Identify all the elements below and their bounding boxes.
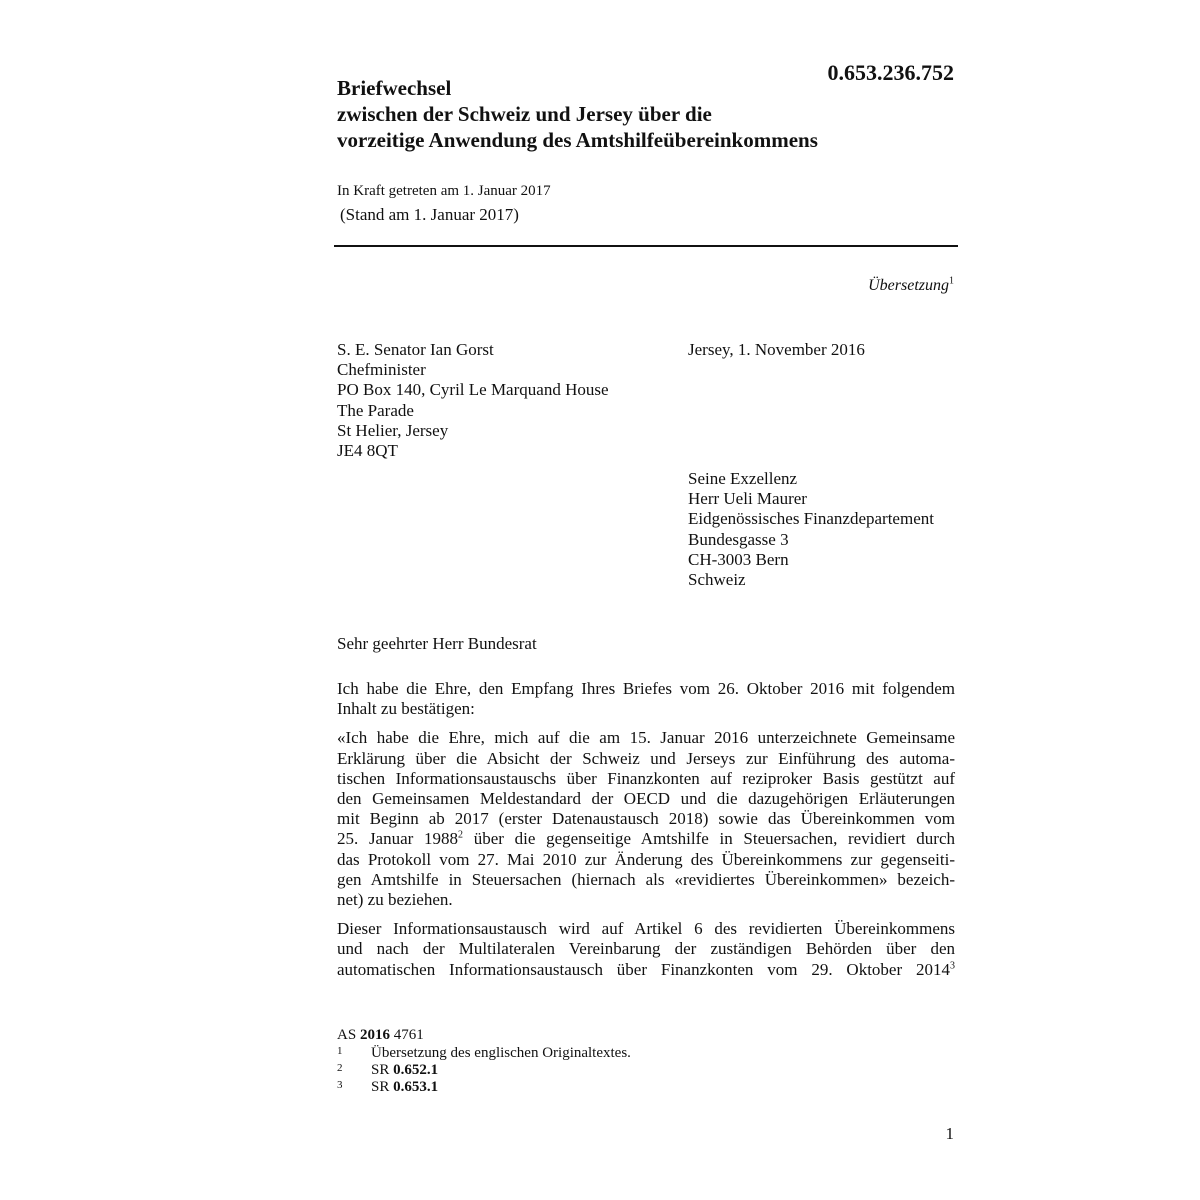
footnote-number: 2 <box>337 1062 343 1074</box>
paragraph-line <box>337 829 955 849</box>
footnote-sr-link[interactable]: 0.652.1 <box>393 1062 439 1078</box>
recipient-line: Eidgenössisches Finanzdepartement <box>688 509 934 529</box>
sender-line: S. E. Senator Ian Gorst <box>337 340 494 359</box>
sender-line: Chefminister <box>337 360 426 380</box>
paragraph-line: den Gemeinsamen Meldestandard der OECD und die dazugehörigen Erläuterungen <box>337 789 955 809</box>
recipient-line: CH-3003 Bern <box>688 549 789 569</box>
footnote-text <box>371 1062 438 1078</box>
as-page: 4761 <box>389 1027 424 1043</box>
translation-note <box>868 276 954 296</box>
letter-body <box>337 679 955 989</box>
footnote-prefix: Übersetzung des englischen Originaltextes. <box>371 1045 631 1061</box>
place-and-date: Jersey, 1. November 2016 <box>688 340 865 359</box>
footnote-ref-2[interactable]: 2 <box>458 829 464 841</box>
footnote-prefix: SR <box>371 1062 394 1078</box>
footnote-number: 1 <box>337 1045 343 1057</box>
paragraph-line: net) zu beziehen. <box>337 890 453 910</box>
stand-date: (Stand am 1. Januar 2017) <box>340 205 519 224</box>
sender-line: St Helier, Jersey <box>337 420 449 440</box>
paragraph-line: Inhalt zu bestätigen: <box>337 699 475 719</box>
footnote-ref-1[interactable]: 1 <box>949 275 954 287</box>
paragraph-line: das Protokoll vom 27. Mai 2010 zur Änderung des Übereinkommens zur gegenseiti- <box>337 849 955 869</box>
footnote-sr-link[interactable]: 0.653.1 <box>393 1079 439 1095</box>
recipient-line: Seine Exzellenz <box>688 469 798 488</box>
footnote-text <box>371 1079 438 1095</box>
paragraph-line: Dieser Informationsaustausch wird auf Artikel 6 des revidierten Übereinkommens <box>337 919 955 939</box>
recipient-address <box>688 469 934 590</box>
footnote-text <box>371 1045 631 1061</box>
footnote-3 <box>337 1079 631 1096</box>
footnote-1 <box>337 1045 631 1062</box>
sender-line: PO Box 140, Cyril Le Marquand House <box>337 380 609 400</box>
salutation: Sehr geehrter Herr Bundesrat <box>337 634 537 653</box>
paragraph-2 <box>337 728 955 910</box>
sender-line: The Parade <box>337 400 414 420</box>
footnotes-area <box>337 1027 631 1096</box>
sender-line: JE4 8QT <box>337 441 398 461</box>
paragraph-text: über die gegenseitige Amtshilfe in Steuersachen, revidiert durch <box>463 829 955 849</box>
as-prefix: AS <box>337 1027 360 1043</box>
recipient-line: Herr Ueli Maurer <box>688 489 807 509</box>
paragraph-text: automatischen Informationsaustausch über Finanzkonten vom 29. Oktober 2014 <box>337 959 950 979</box>
recipient-line: Bundesgasse 3 <box>688 529 789 549</box>
paragraph-line: und nach der Multilateralen Vereinbarung der zuständigen Behörden über den <box>337 939 955 959</box>
page-number: 1 <box>945 1124 954 1143</box>
recipient-line: Schweiz <box>688 570 746 590</box>
paragraph-line: Erklärung über die Absicht der Schweiz und Jerseys zur Einführung des automa- <box>337 748 955 768</box>
header-divider <box>334 245 958 247</box>
as-year: 2016 <box>359 1027 390 1043</box>
sender-address <box>337 340 609 461</box>
paragraph-text: 25. Januar 1988 <box>337 829 459 849</box>
paragraph-line: mit Beginn ab 2017 (erster Datenaustausch 2018) sowie das Übereinkommen vom <box>337 809 955 829</box>
official-collection-reference <box>337 1027 631 1044</box>
footnote-ref-3[interactable]: 3 <box>950 959 955 971</box>
sr-number: 0.653.236.752 <box>827 60 954 85</box>
paragraph-3 <box>337 919 955 980</box>
paragraph-1 <box>337 679 955 719</box>
paragraph-line: «Ich habe die Ehre, mich auf die am 15. Januar 2016 unterzeichnete Gemeinsame <box>337 728 955 748</box>
paragraph-line: Ich habe die Ehre, den Empfang Ihres Briefes vom 26. Oktober 2016 mit folgendem <box>337 679 955 698</box>
footnote-2 <box>337 1062 631 1079</box>
paragraph-line: gen Amtshilfe in Steuersachen (hiernach als «revidiertes Übereinkommen» bezeich- <box>337 869 955 889</box>
paragraph-line <box>337 960 955 980</box>
in-force-date: In Kraft getreten am 1. Januar 2017 <box>337 183 551 199</box>
paragraph-line: tischen Informationsaustauschs über Finanzkonten auf reziproker Basis gestützt auf <box>337 768 955 788</box>
document-title <box>337 75 957 153</box>
title-line-3: vorzeitige Anwendung des Amtshilfeübereinkommens <box>337 128 818 152</box>
footnote-prefix: SR <box>371 1079 394 1095</box>
footnote-number: 3 <box>337 1079 343 1091</box>
title-line-2: zwischen der Schweiz und Jersey über die <box>337 102 712 126</box>
translation-label: Übersetzung <box>868 277 949 294</box>
title-line-1: Briefwechsel <box>337 76 452 100</box>
